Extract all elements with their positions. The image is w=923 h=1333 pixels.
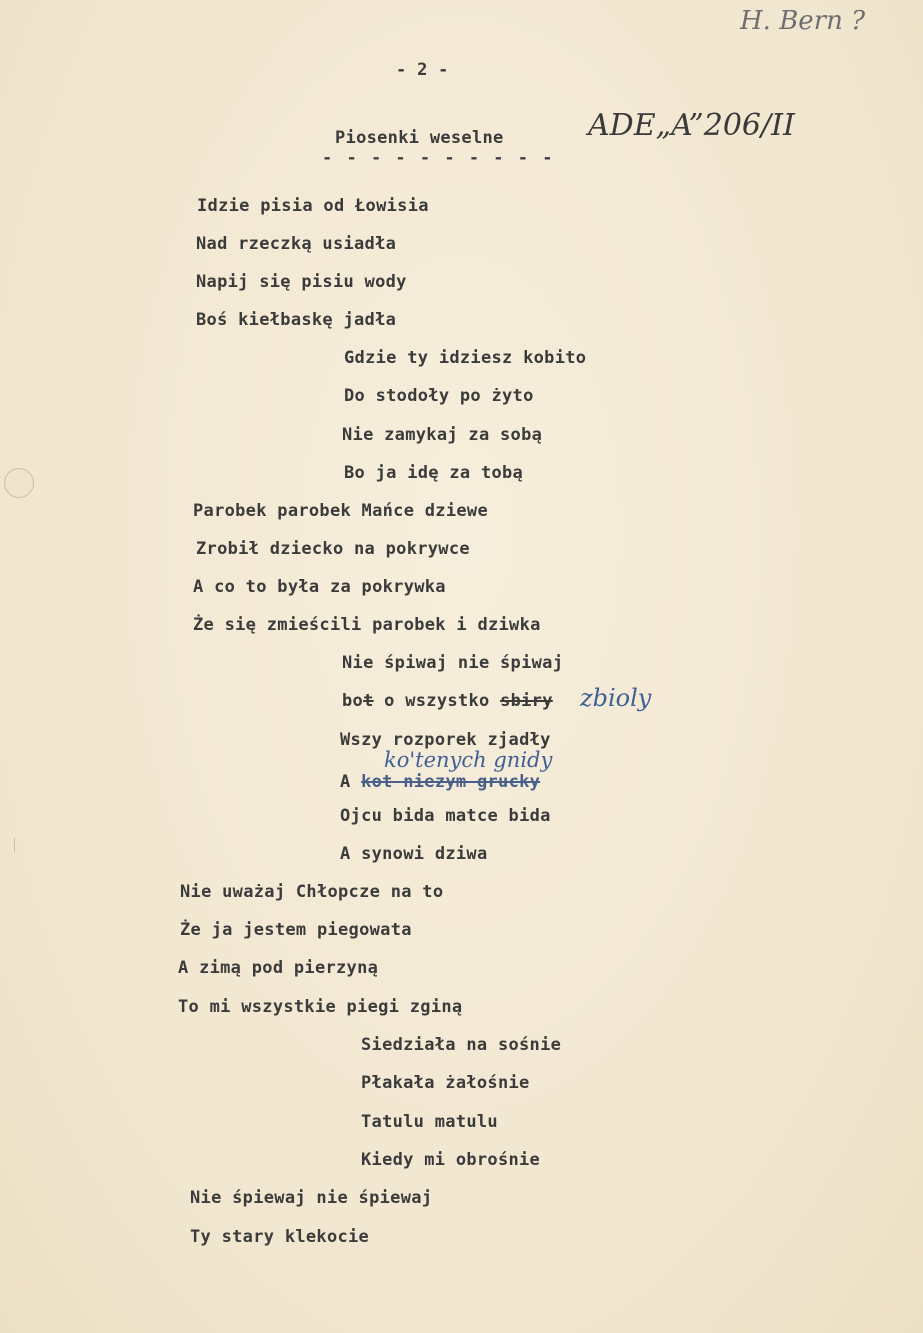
verse-line: Idzie pisia od Łowisia — [197, 196, 429, 216]
verse-fragment: o wszystko — [384, 691, 490, 711]
verse-line: Nie uważaj Chłopcze na to — [180, 882, 444, 902]
page-title: Piosenki weselne — [335, 128, 504, 148]
verse-line: Nad rzeczką usiadła — [196, 234, 397, 254]
verse-line: A synowi dziwa — [340, 844, 488, 864]
verse-line: Zrobił dziecko na pokrywce — [196, 539, 470, 559]
verse-line: Wszy rozporek zjadły — [340, 730, 551, 750]
page-number: - 2 - — [396, 60, 449, 80]
verse-line: Że się zmieścili parobek i dziwka — [193, 615, 541, 635]
verse-line: Nie śpiwaj nie śpiwaj — [342, 653, 564, 673]
verse-fragment: A — [340, 772, 351, 792]
punch-hole — [4, 468, 34, 498]
verse-line: Nie śpiewaj nie śpiewaj — [190, 1188, 433, 1208]
verse-fragment: bo — [342, 691, 364, 711]
struck-text: sbiry — [500, 691, 553, 711]
title-underline: - - - - - - - - - - — [322, 148, 555, 168]
verse-line: Gdzie ty idziesz kobito — [344, 348, 587, 368]
verse-line-corrected — [340, 772, 540, 792]
verse-line: Tatulu matulu — [361, 1112, 498, 1132]
verse-line: Parobek parobek Mańce dziewe — [193, 501, 488, 521]
verse-line: Napij się pisiu wody — [196, 272, 407, 292]
handwritten-insertion: zbioly — [580, 684, 652, 712]
verse-line: Bo ja idę za tobą — [344, 463, 524, 483]
verse-line: A zimą pod pierzyną — [178, 958, 379, 978]
verse-line: Siedziała na sośnie — [361, 1035, 562, 1055]
archive-reference: ADE„A”206/II — [588, 108, 795, 143]
struck-text: kot niezym grucky — [361, 772, 541, 792]
verse-line: To mi wszystkie piegi zginą — [178, 997, 463, 1017]
verse-line: A co to była za pokrywka — [193, 577, 446, 597]
verse-line: Boś kiełbaskę jadła — [196, 310, 397, 330]
verse-line: Ojcu bida matce bida — [340, 806, 551, 826]
verse-line: Do stodoły po żyto — [344, 386, 534, 406]
handwritten-insertion: ko'tenych gnidy — [384, 748, 553, 772]
verse-line-corrected — [342, 691, 553, 711]
annotation-top-right: H. Bern ? — [740, 6, 866, 36]
verse-line: Że ja jestem piegowata — [180, 920, 412, 940]
paper-edge-mark — [14, 838, 15, 852]
verse-line: Płakała żałośnie — [361, 1073, 530, 1093]
struck-text: t — [363, 691, 374, 711]
verse-line: Kiedy mi obrośnie — [361, 1150, 541, 1170]
verse-line: Nie zamykaj za sobą — [342, 425, 543, 445]
verse-line: Ty stary klekocie — [190, 1227, 370, 1247]
